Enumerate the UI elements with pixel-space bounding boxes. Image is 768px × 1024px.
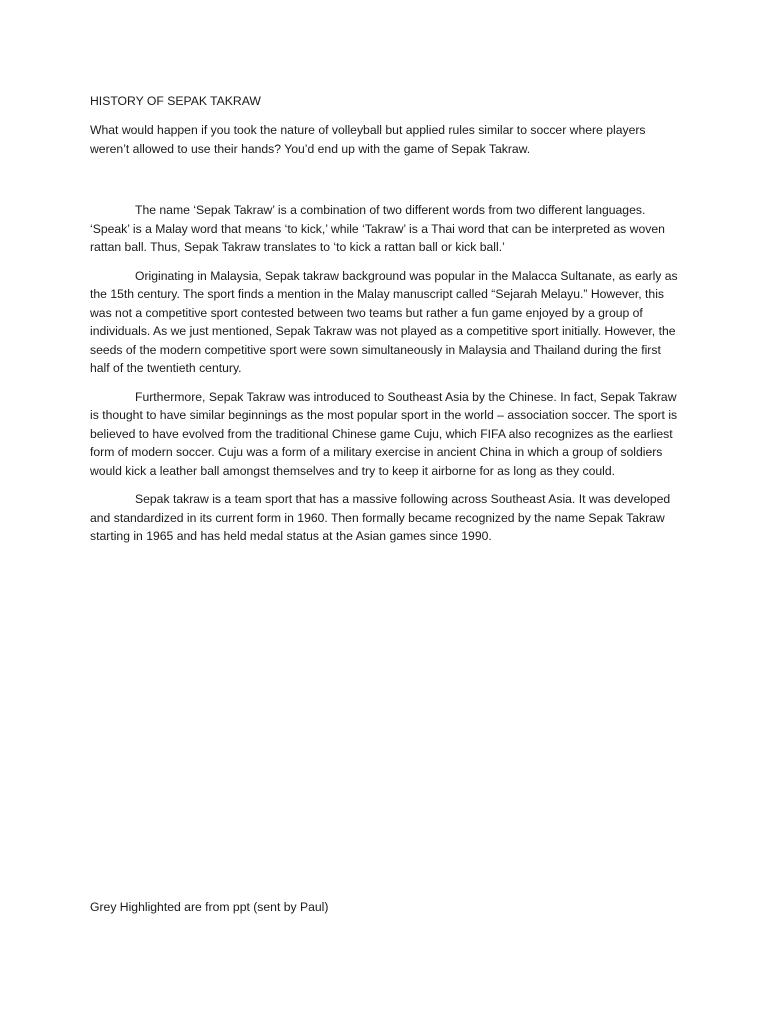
- document-body: [90, 92, 680, 556]
- paragraph-chinese-influence: Furthermore, Sepak Takraw was introduced to Southeast Asia by the Chinese. In fact, Sepak Takraw is thought to have similar beginnings as the most popular sport in the world – association soccer. The sport is believed to have evolved from the traditional Chinese game Cuju, which FIFA also recognizes as the earliest form of modern soccer. Cuju was a form of a military exercise in ancient China in which a group of soldiers would kick a leather ball amongst themselves and try to keep it airborne for as long as they could.: [90, 389, 678, 478]
- document-title: HISTORY OF SEPAK TAKRAW: [90, 94, 261, 108]
- paragraph-malaysia-origin: Originating in Malaysia, Sepak takraw background was popular in the Malacca Sultanate, as early as the 15th century. The sport finds a mention in the Malay manuscript called “Sejarah Melayu.” However, this was not a competitive sport contested between two teams but rather a fun game enjoyed by a group of individuals. As we just mentioned, Sepak Takraw was not played as a competitive sport initially. However, the seeds of the modern competitive sport were sown simultaneously in Malaysia and Thailand during the first half of the twentieth century.: [90, 268, 678, 375]
- paragraph-name-origin: The name ‘Sepak Takraw’ is a combination of two different words from two different languages. ‘Speak’ is a Malay word that means ‘to kick,’ while ‘Takraw’ is a Thai word that can be interpreted as woven rattan ball. Thus, Sepak Takraw translates to ‘to kick a rattan ball or kick ball.’: [90, 203, 665, 254]
- intro-paragraph: What would happen if you took the nature of volleyball but applied rules similar to soccer where players weren’t allowed to use their hands? You’d end up with the game of Sepak Takraw.: [90, 123, 646, 156]
- paragraph-modern-sport: Sepak takraw is a team sport that has a massive following across Southeast Asia. It was developed and standardized in its current form in 1960. Then formally became recognized by the name Sepak Takraw starting in 1965 and has held medal status at the Asian games since 1990.: [90, 492, 671, 543]
- footer-note: Grey Highlighted are from ppt (sent by Paul): [90, 900, 329, 914]
